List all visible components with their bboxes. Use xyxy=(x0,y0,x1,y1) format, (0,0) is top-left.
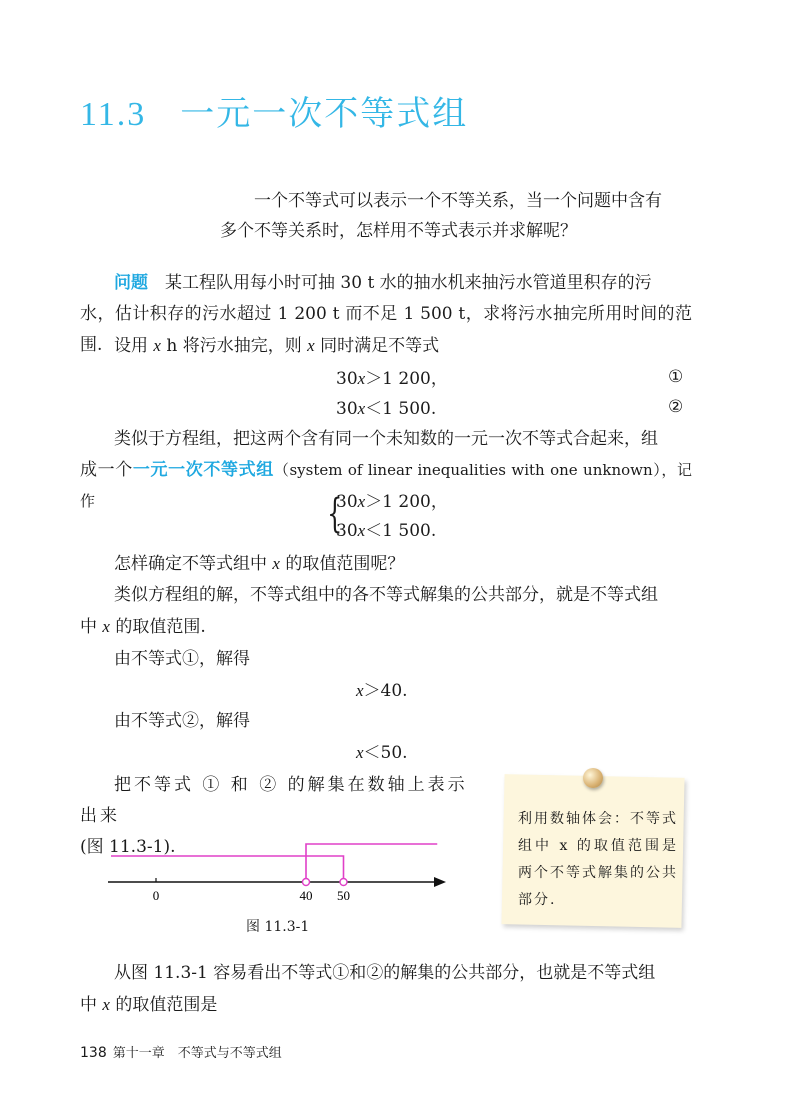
section-number: 11.3 xyxy=(80,96,147,133)
inequality-1-mark: ① xyxy=(668,367,684,387)
problem-line-1: 某工程队用每小时可抽 30 t 水的抽水机来抽污水管道里积存的污 xyxy=(165,273,652,293)
inequality-1: 30x＞1 200， xyxy=(336,369,448,389)
number-line-paragraph: 把不等式 ① 和 ② 的解集在数轴上表示出来 (图 11.3-1). xyxy=(80,775,468,857)
open-dot-50 xyxy=(340,879,347,886)
page-footer xyxy=(80,1042,282,1061)
step-1-result: x＞40. xyxy=(356,681,408,701)
solution-line-x-gt-40 xyxy=(306,844,437,880)
chapter-title: 第十一章 不等式与不等式组 xyxy=(112,1046,282,1061)
figure-caption: 图 11.3-1 xyxy=(246,919,310,935)
tip-note-text: 利用数轴体会：不等式组中 x 的取值范围是两个不等式解集的公共部分. xyxy=(518,811,678,908)
solution-line-x-lt-50 xyxy=(111,856,344,880)
section-title-text: 一元一次不等式组 xyxy=(180,94,469,134)
problem-label: 问题 xyxy=(114,273,148,293)
axis-arrow-icon xyxy=(434,877,446,887)
system-row-2: 30x＜1 500. xyxy=(336,521,437,541)
step-2-text: 由不等式②，解得 xyxy=(114,711,250,731)
intro-line-2: 多个不等关系时，怎样用不等式表示并求解呢？ xyxy=(220,221,577,241)
inequality-2-mark: ② xyxy=(668,397,684,417)
step-2-result: x＜50. xyxy=(356,743,408,763)
question-line: 怎样确定不等式组中 x 的取值范围呢？ xyxy=(114,554,405,574)
page-number: 138 xyxy=(80,1045,107,1061)
problem-line-2: 水，估计积存的污水超过 1 200 t 而不足 1 500 t，求将污水抽完所用时间的范围. xyxy=(80,304,692,355)
inequality-2: 30x＜1 500. xyxy=(336,399,437,419)
setup-line: 设用 x h 将污水抽完，则 x 同时满足不等式 xyxy=(114,336,440,356)
open-dot-40 xyxy=(303,879,310,886)
tick-label-0: 0 xyxy=(152,888,160,903)
number-line-figure xyxy=(100,830,460,910)
system-brace: { xyxy=(327,491,343,537)
system-row-1: 30x＞1 200， xyxy=(336,492,448,512)
term-linear-inequality-system: 一元一次不等式组 xyxy=(132,460,274,480)
section-title xyxy=(80,86,468,135)
pushpin-icon xyxy=(583,768,603,788)
tick-label-50: 50 xyxy=(337,888,350,903)
tick-label-40: 40 xyxy=(299,888,313,903)
common-part-paragraph: 类似方程组的解，不等式组中的各不等式解集的公共部分，就是不等式组 中 x 的取值范围. xyxy=(80,585,658,637)
step-1-text: 由不等式①，解得 xyxy=(114,649,250,669)
conclusion-paragraph: 从图 11.3-1 容易看出不等式①和②的解集的公共部分，也就是不等式组 中 x 的取值范围是 xyxy=(80,963,656,1015)
definition-paragraph: 类似于方程组，把这两个含有同一个未知数的一元一次不等式合起来，组 成一个一元一次不等式组（system of linear inequalities with one unknown），记作 xyxy=(80,429,693,510)
intro-line-1: 一个不等式可以表示一个不等关系，当一个问题中含有 xyxy=(254,191,662,211)
